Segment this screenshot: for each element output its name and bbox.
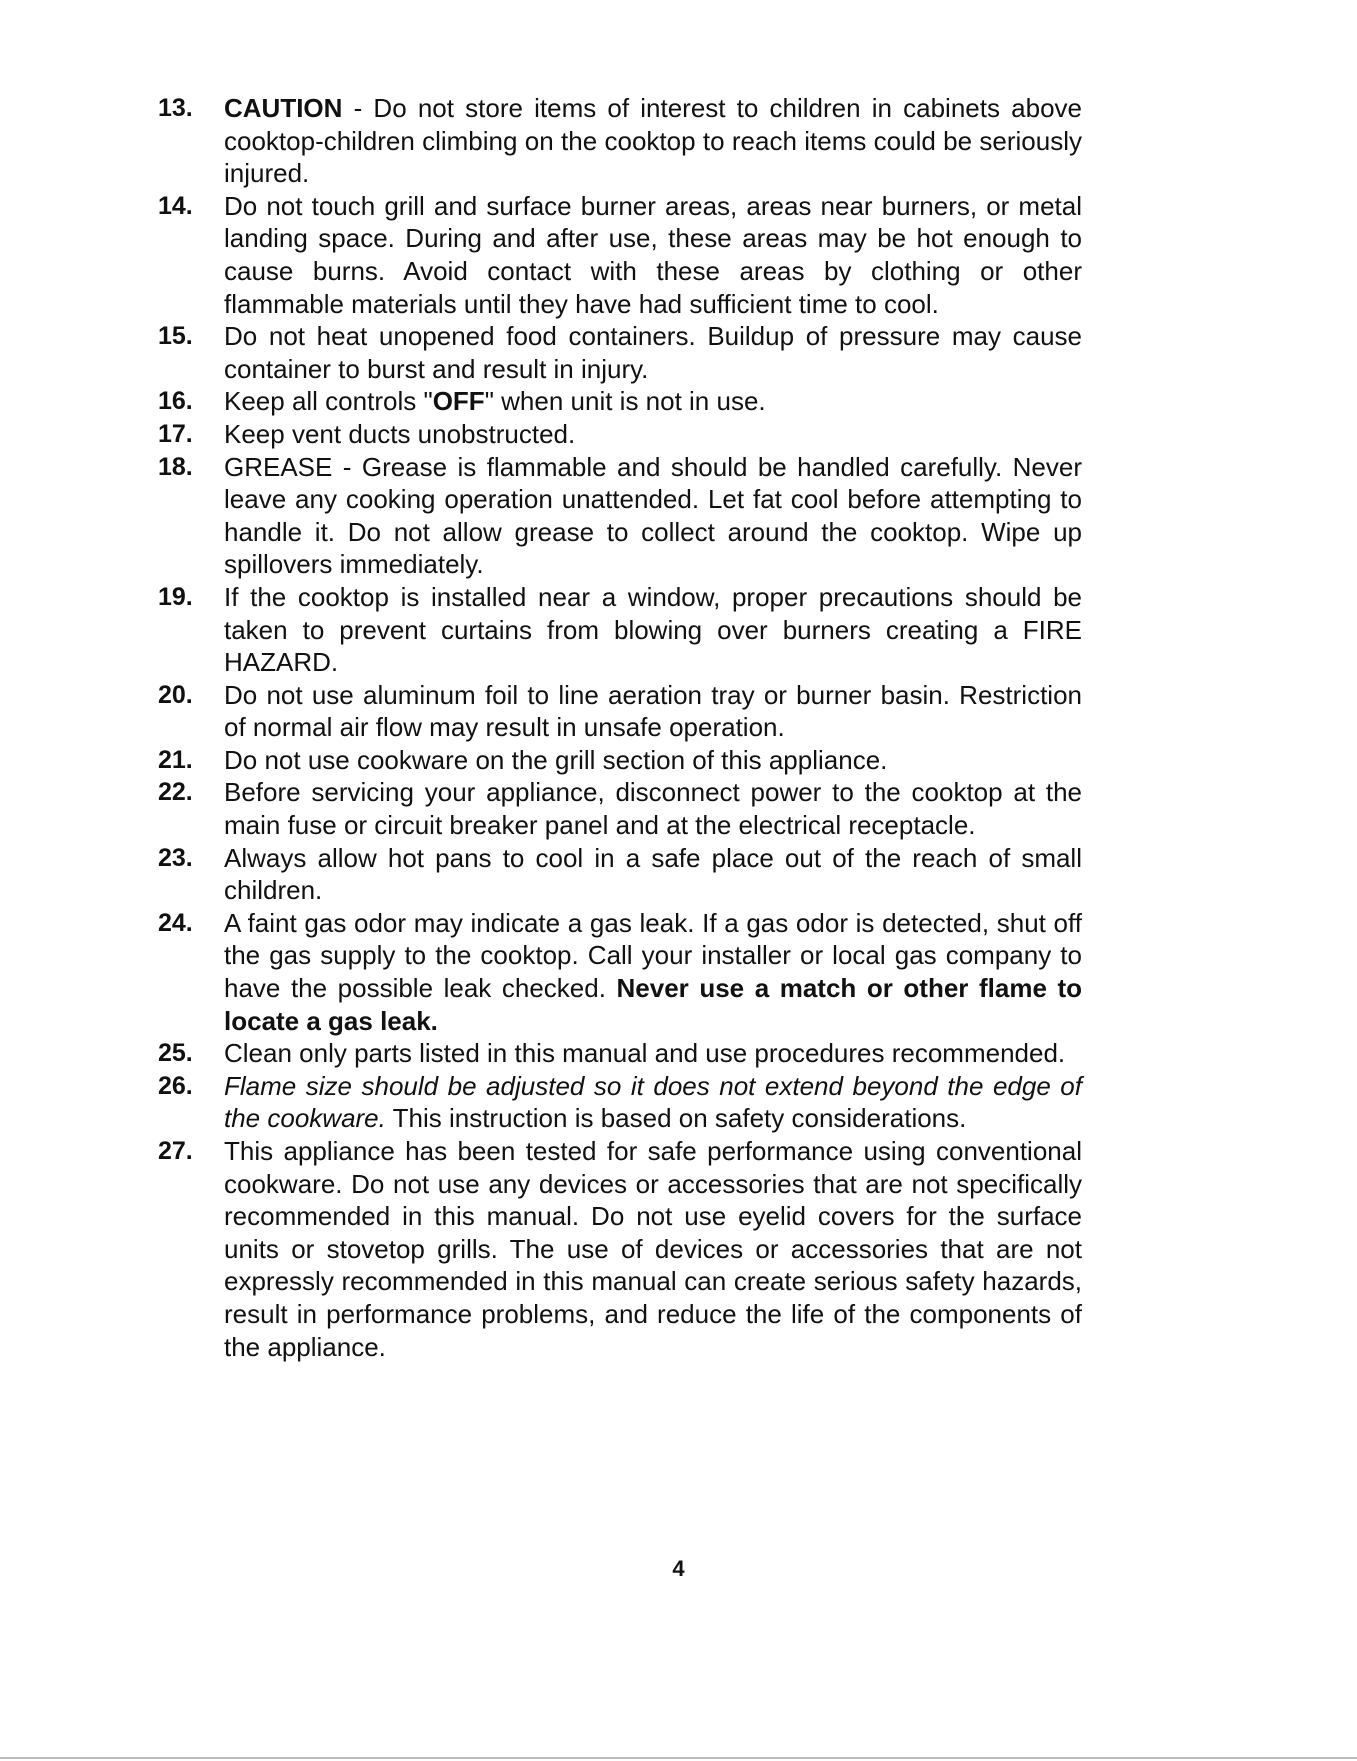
list-item [158,679,1082,744]
item-number: 25. [158,1039,193,1068]
list-item [158,1135,1082,1363]
list-item [158,1037,1082,1070]
list-item [158,907,1082,1037]
bottom-edge-line [0,1757,1357,1759]
item-number: 13. [158,94,193,122]
item-text [224,1070,1082,1135]
text-run: Clean only parts listed in this manual and use procedures recommended. [224,1038,1066,1069]
item-number: 23. [158,843,193,872]
page-number: 4 [672,1556,685,1581]
list-item [158,842,1082,907]
text-run: A faint gas odor may indicate a gas leak. If a gas odor is detected, shut off the gas supply to the cooktop. Call your installer or local gas company to have the possible leak checked. [224,907,1082,1004]
item-number: 21. [158,745,193,774]
item-text [224,679,1082,744]
item-number: 26. [158,1071,193,1100]
list-item [158,320,1082,385]
text-run: - Do not store items of interest to children in cabinets above cooktop-children climbing on the cooktop to reach items could be seriously injured. [224,93,1082,189]
list-item [158,385,1082,418]
item-number: 14. [158,191,193,220]
list-item [158,776,1082,841]
text-run: Keep vent ducts unobstructed. [224,418,576,449]
item-text [224,581,1082,679]
text-run: Do not touch grill and surface burner areas, areas near burners, or metal landing space. During and after use, these areas may be hot enough to cause burns. Avoid contact with these areas by clothing or other flammable materials until they have had sufficient time to cool. [224,190,1082,319]
italic-text: Flame size should be adjusted so it does not extend beyond the edge of the cookware. [224,1070,1082,1134]
text-run: Do not heat unopened food containers. Buildup of pressure may cause container to burst and result in injury. [224,321,1082,384]
text-run: If the cooktop is installed near a window, proper precautions should be taken to prevent curtains from blowing over burners creating a FIRE HAZARD. [224,581,1082,678]
item-text [224,776,1082,841]
item-number: 24. [158,908,193,937]
item-text [224,418,1082,451]
list-item [158,92,1082,190]
item-number: 17. [158,419,193,448]
list-item [158,1070,1082,1135]
text-run: Keep all controls " [224,386,433,417]
item-text [224,1037,1082,1070]
item-number: 15. [158,322,193,351]
list-item [158,581,1082,679]
item-text [224,320,1082,385]
item-text [224,451,1082,581]
text-run: This appliance has been tested for safe performance using conventional cookware. Do not use any devices or accessories that are not specifically recommended in this manual. Do not use eyelid covers for the surface units or stovetop grills. The use of devices or accessories that are not expressly recommended in this manual can create serious safety hazards, result in performance problems, and reduce the life of the components of the appliance. [224,1136,1082,1362]
item-number: 20. [158,680,193,709]
item-number: 22. [158,778,193,807]
bold-text: OFF [432,386,485,417]
item-number: 18. [158,452,193,481]
item-text [224,744,1082,777]
item-text [224,92,1082,190]
list-item [158,418,1082,451]
item-number: 19. [158,582,193,611]
text-run: " when unit is not in use. [484,386,766,417]
bold-text: CAUTION [224,93,343,123]
text-run: Always allow hot pans to cool in a safe place out of the reach of small children. [224,842,1082,906]
text-run: Do not use cookware on the grill section of this appliance. [224,744,888,775]
safety-instructions-list [158,92,1082,1363]
item-number: 27. [158,1137,193,1165]
item-text [224,907,1082,1037]
bold-text: Never use a match or other flame to locate a gas leak. [224,973,1083,1036]
item-text [224,190,1082,320]
list-item [158,451,1082,581]
item-number: 16. [158,387,193,416]
text-run: Do not use aluminum foil to line aeration tray or burner basin. Restriction of normal air flow may result in unsafe operation. [224,679,1082,743]
list-item [158,744,1082,777]
text-run: Before servicing your appliance, disconnect power to the cooktop at the main fuse or circuit breaker panel and at the electrical receptacle. [224,777,1082,841]
item-text [224,1135,1082,1363]
text-run: This instruction is based on safety considerations. [385,1103,967,1134]
list-item [158,190,1082,320]
text-run: GREASE - Grease is flammable and should be handled carefully. Never leave any cooking operation unattended. Let fat cool before attempting to handle it. Do not allow grease to collect around the cooktop. Wipe up spillovers immediately. [224,451,1082,580]
item-text [224,842,1082,907]
item-text [224,385,1082,418]
